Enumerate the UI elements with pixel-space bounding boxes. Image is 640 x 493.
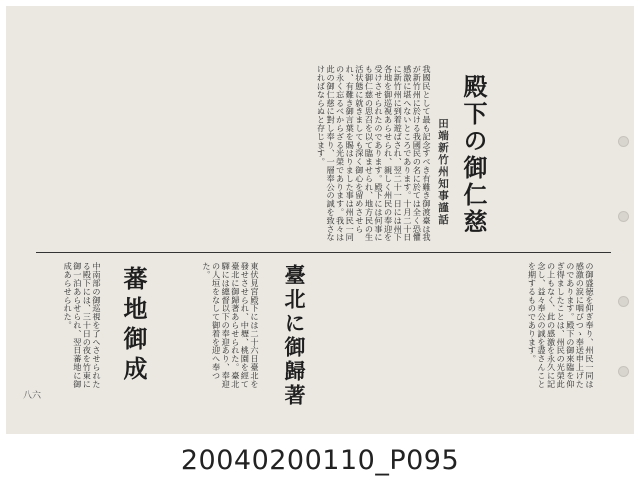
- binding-hole: [618, 136, 629, 147]
- scanned-page: [6, 6, 634, 434]
- section2-body-text: 東伏見宮殿下には二十六日臺北を發せさせられ、中壢、桃園を經て臺北に御歸著あらせられた。臺北驛には總督以下の奉迎あり、奉迎の人垣をなして御着を迎へ奉つた。: [202, 262, 260, 388]
- binding-hole: [618, 211, 629, 222]
- section-title-denka-no-gojinji: 殿下の御仁慈: [459, 74, 488, 236]
- section-title-taihoku-ni-gokicho: 臺北に御歸著: [282, 264, 307, 408]
- section1-body-text: 我國民として最も記念すべき有難き御渡臺は我が新竹州に於ける我國民の名に於ては全く恐懼感激に堪へないところであります。十月二十日に新竹州に到着遊ばされ、翌二十一日には州下各地を御巡視あらせられ、親しく州民の奉迎を受けさせられたのであります。殿下には何事にも御仁慈の思召を以て臨ませられ、地方民の生活状態に就きましても深く御心を留めさせられ、有難き御言葉を賜はりました事は州民一同の永く忘るべからざる光榮であります。我々は此の御仁慈に對し奉り、一層奉公の誠を致さなければならぬと存じます。: [316, 65, 432, 242]
- binding-hole: [618, 296, 629, 307]
- section-byline: 田端新竹州知事謹話: [437, 118, 449, 226]
- section-title-banchi-onari: 蕃地御成: [119, 266, 148, 386]
- archive-id-caption: 20040200110_P095: [180, 445, 460, 476]
- page-number: 八六: [23, 391, 42, 401]
- section1-continuation-text: の御盛徳を仰ぎ奉り、州民一同は感激の涙に咽びつゝ奉送申上げたのであります。殿下の御來臨を仰ぎ得ましたことは、州民の光榮此の上もなく、此の感激を永久に記念し、益々奉公の誠を盡さんことを期するものであります。: [527, 262, 595, 388]
- binding-hole: [618, 366, 629, 377]
- section3-body-text: 中南部の御巡視を了へさせられたる殿下には、三十日の夜を竹東に御一泊あらせられ、翌日蕃地に御成あらせられた。: [63, 262, 102, 388]
- horizontal-divider: [36, 252, 611, 253]
